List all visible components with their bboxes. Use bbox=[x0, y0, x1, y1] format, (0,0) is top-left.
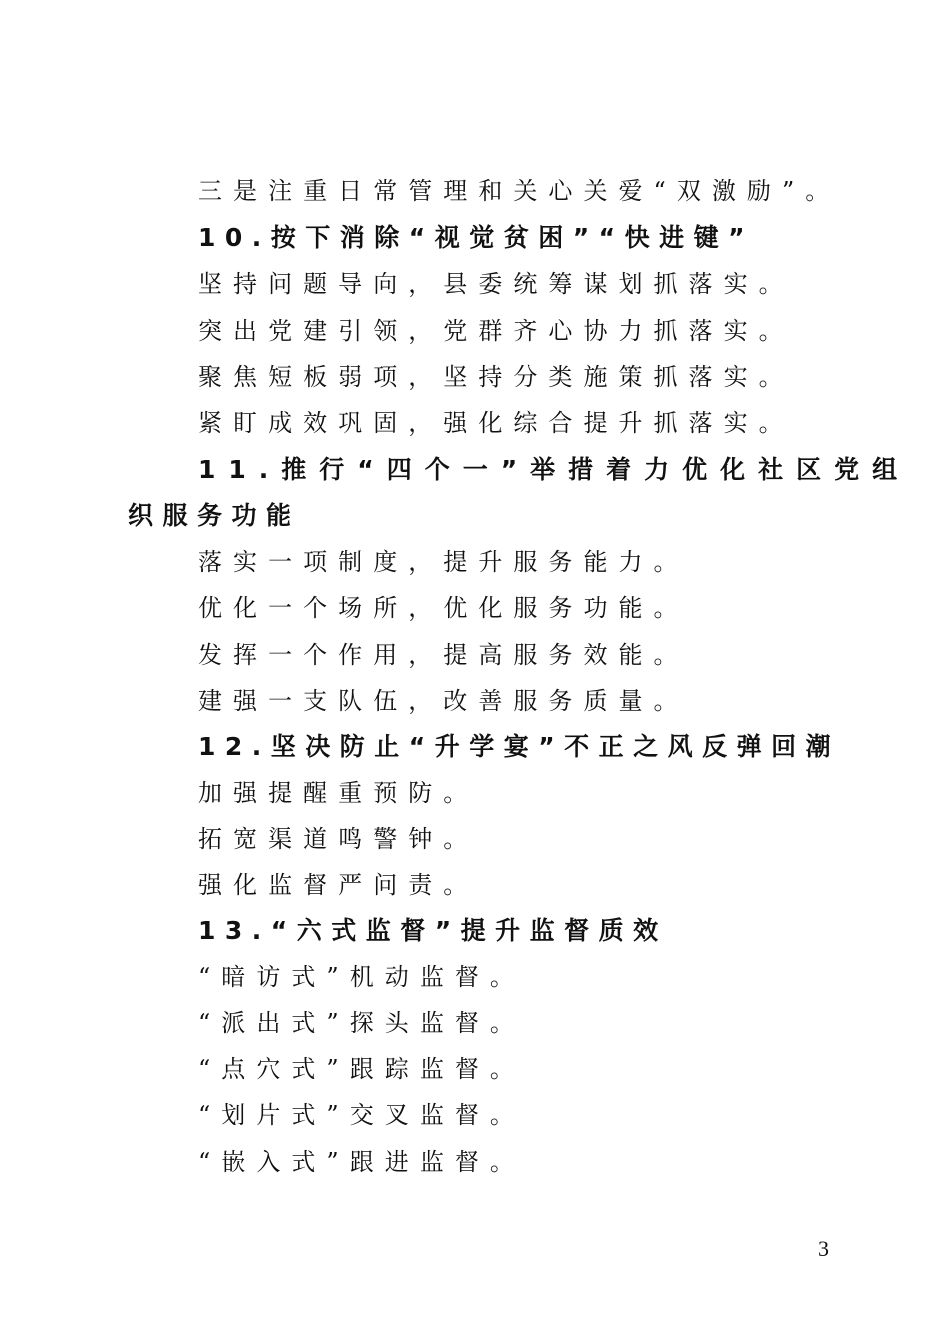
body-line-6: 落实一项制度，提升服务能力。 bbox=[198, 548, 689, 576]
heading-11: 11.推行“四个一”举措着力优化社区党组 bbox=[198, 455, 911, 484]
body-line-1: 三是注重日常管理和关心关爱“双激励”。 bbox=[198, 177, 841, 205]
body-line-12: 强化监督严问责。 bbox=[198, 871, 479, 899]
body-line-14: “派出式”探头监督。 bbox=[198, 1009, 525, 1037]
body-line-11: 拓宽渠道鸣警钟。 bbox=[198, 825, 479, 853]
body-line-7: 优化一个场所，优化服务功能。 bbox=[198, 594, 689, 622]
body-line-13: “暗访式”机动监督。 bbox=[198, 963, 525, 991]
heading-13: 13.“六式监督”提升监督质效 bbox=[198, 916, 668, 945]
body-line-17: “嵌入式”跟进监督。 bbox=[198, 1148, 525, 1176]
body-line-9: 建强一支队伍，改善服务质量。 bbox=[198, 687, 689, 715]
body-line-3: 突出党建引领，党群齐心协力抓落实。 bbox=[198, 317, 794, 345]
heading-11-continued: 织服务功能 bbox=[128, 501, 301, 530]
body-line-4: 聚焦短板弱项，坚持分类施策抓落实。 bbox=[198, 363, 794, 391]
body-line-2: 坚持问题导向，县委统筹谋划抓落实。 bbox=[198, 270, 794, 298]
body-line-16: “划片式”交叉监督。 bbox=[198, 1101, 525, 1129]
heading-10: 10.按下消除“视觉贫困”“快进键” bbox=[198, 223, 755, 252]
body-line-5: 紧盯成效巩固，强化综合提升抓落实。 bbox=[198, 409, 794, 437]
heading-12: 12.坚决防止“升学宴”不正之风反弹回潮 bbox=[198, 732, 841, 761]
body-line-8: 发挥一个作用，提高服务效能。 bbox=[198, 641, 689, 669]
body-line-10: 加强提醒重预防。 bbox=[198, 779, 479, 807]
page-number: 3 bbox=[818, 1236, 829, 1261]
body-line-15: “点穴式”跟踪监督。 bbox=[198, 1055, 525, 1083]
